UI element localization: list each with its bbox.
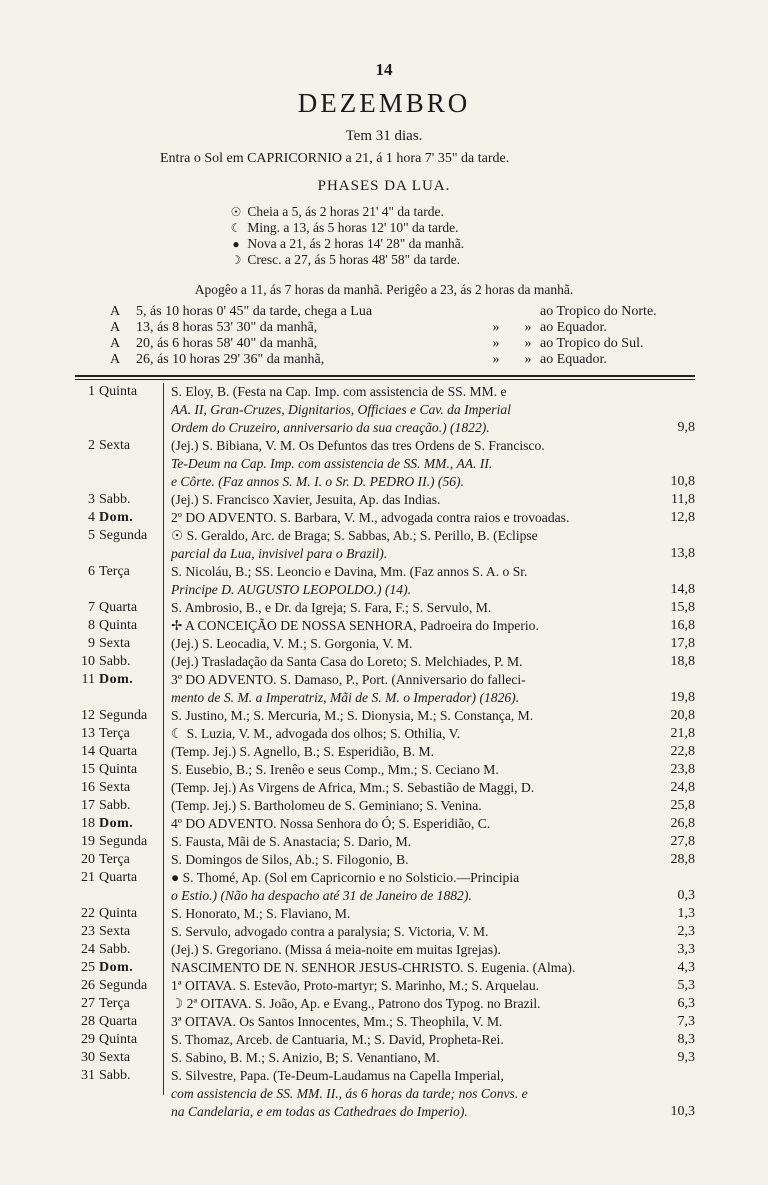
entry-line: S. Honorato, M.; S. Flaviano, M. xyxy=(171,906,351,921)
entry-line: (Jej.) S. Gregoriano. (Missa á meia-noite em muitas Igrejas). xyxy=(171,942,501,957)
weekday: Segunda xyxy=(99,978,148,993)
day-entry xyxy=(171,1013,649,1031)
moon-position-text: 26, ás 10 horas 29' 36" da manhã, xyxy=(136,352,325,367)
day-number: 6 xyxy=(88,564,95,579)
calendar-row xyxy=(75,707,695,725)
day-entry xyxy=(171,761,649,779)
new-moon-icon: ● xyxy=(232,237,240,251)
moon-position-row xyxy=(110,336,657,352)
moon-position-destination: ao Equador. xyxy=(540,352,607,367)
day-number: 5 xyxy=(88,528,95,543)
calendar-row xyxy=(75,437,695,491)
moon-phases xyxy=(228,204,464,268)
day-number: 27 xyxy=(81,996,95,1011)
moon-age: 25,8 xyxy=(670,798,695,813)
entry-line: na Candelaria, e em todas as Cathedraes do Imperio). xyxy=(171,1104,468,1119)
entry-line: mento de S. M. a Imperatriz, Mãi de S. M. o Imperador) (1826). xyxy=(171,690,520,705)
weekday: Sexta xyxy=(99,636,131,651)
phase-text: Cheia a 5, ás 2 horas 21' 4" da tarde. xyxy=(247,204,444,219)
entry-line: 2º DO ADVENTO. S. Barbara, V. M., advogada contra raios e trovoadas. xyxy=(171,510,570,525)
calendar-row xyxy=(75,1013,695,1031)
month-title: DEZEMBRO xyxy=(297,88,471,118)
entry-line: ☉ S. Geraldo, Arc. de Braga; S. Sabbas, Ab.; S. Perillo, B. (Eclipse xyxy=(171,528,538,543)
moon-age: 27,8 xyxy=(670,834,695,849)
day-entry xyxy=(171,1049,649,1067)
weekday: Sabb. xyxy=(99,942,131,957)
day-entry xyxy=(171,869,649,905)
calendar-row xyxy=(75,959,695,977)
day-number: 9 xyxy=(88,636,95,651)
day-number: 20 xyxy=(81,852,95,867)
weekday: Dom. xyxy=(99,510,134,525)
moon-age: 28,8 xyxy=(670,852,695,867)
moon-age: 12,8 xyxy=(670,510,695,525)
weekday: Dom. xyxy=(99,960,134,975)
day-number: 11 xyxy=(81,672,95,687)
calendar-row xyxy=(75,743,695,761)
calendar-row xyxy=(75,491,695,509)
moon-position-row xyxy=(110,304,657,320)
calendar-row xyxy=(75,797,695,815)
day-entry xyxy=(171,743,649,761)
weekday: Quarta xyxy=(99,870,138,885)
day-entry xyxy=(171,959,649,977)
day-entry xyxy=(171,977,649,995)
ditto-mark: » xyxy=(524,352,532,367)
calendar-table xyxy=(75,383,695,1121)
weekday: Quinta xyxy=(99,618,138,633)
entry-line: (Jej.) S. Bibiana, V. M. Os Defuntos das tres Ordens de S. Francisco. xyxy=(171,438,545,453)
entry-line: Te-Deum na Cap. Imp. com assistencia de SS. MM., AA. II. xyxy=(171,456,493,471)
day-number: 16 xyxy=(81,780,95,795)
weekday: Terça xyxy=(99,996,130,1011)
phases-heading: PHASES DA LUA. xyxy=(317,178,451,194)
moon-age: 11,8 xyxy=(671,492,695,507)
day-number: 8 xyxy=(88,618,95,633)
entry-line: S. Ambrosio, B., e Dr. da Igreja; S. Fara, F.; S. Servulo, M. xyxy=(171,600,492,615)
day-entry xyxy=(171,653,649,671)
moon-position-a: A xyxy=(110,352,121,367)
moon-age: 19,8 xyxy=(670,690,695,705)
top-rule-thin xyxy=(75,379,695,380)
moon-age: 9,3 xyxy=(677,1050,695,1065)
entry-line: S. Domingos de Silos, Ab.; S. Filogonio, B. xyxy=(171,852,409,867)
calendar-row xyxy=(75,527,695,563)
weekday: Quarta xyxy=(99,600,138,615)
moon-position-a: A xyxy=(110,336,121,351)
entry-line: S. Sabino, B. M.; S. Anizio, B; S. Venantiano, M. xyxy=(171,1050,440,1065)
ditto-mark: » xyxy=(492,352,500,367)
calendar-row xyxy=(75,653,695,671)
weekday: Quinta xyxy=(99,906,138,921)
day-number: 7 xyxy=(88,600,95,615)
moon-age: 7,3 xyxy=(677,1014,695,1029)
entry-line: 4º DO ADVENTO. Nossa Senhora do Ó; S. Esperidião, C. xyxy=(171,816,491,831)
weekday: Sabb. xyxy=(99,798,131,813)
moon-age: 17,8 xyxy=(670,636,695,651)
weekday: Quinta xyxy=(99,384,138,399)
weekday: Terça xyxy=(99,852,130,867)
calendar-row xyxy=(75,671,695,707)
last-quarter-icon: ☾ xyxy=(230,221,242,235)
day-entry xyxy=(171,725,649,743)
entry-line: 3ª OITAVA. Os Santos Innocentes, Mm.; S. Theophila, V. M. xyxy=(171,1014,503,1029)
calendar-row xyxy=(75,905,695,923)
moon-age: 4,3 xyxy=(677,960,695,975)
day-number: 12 xyxy=(81,708,95,723)
entry-line: S. Eloy, B. (Festa na Cap. Imp. com assistencia de SS. MM. e xyxy=(171,384,507,399)
day-entry xyxy=(171,779,649,797)
entry-line: S. Thomaz, Arceb. de Cantuaria, M.; S. David, Propheta-Rei. xyxy=(171,1032,504,1047)
entry-line: 3º DO ADVENTO. S. Damaso, P., Port. (Anniversario do falleci- xyxy=(171,672,526,687)
moon-age: 26,8 xyxy=(670,816,695,831)
moon-age: 2,3 xyxy=(677,924,695,939)
phase-text: Ming. a 13, ás 5 horas 12' 10" da tarde. xyxy=(247,220,459,235)
moon-age: 14,8 xyxy=(670,582,695,597)
calendar-row xyxy=(75,995,695,1013)
day-number: 17 xyxy=(81,798,95,813)
moon-position-a: A xyxy=(110,320,121,335)
day-entry xyxy=(171,599,649,617)
day-number: 4 xyxy=(88,510,95,525)
day-entry xyxy=(171,923,649,941)
entry-line: S. Eusebio, B.; S. Irenêo e seus Comp., Mm.; S. Ceciano M. xyxy=(171,762,499,777)
calendar-row xyxy=(75,977,695,995)
calendar-row xyxy=(75,941,695,959)
day-number: 25 xyxy=(81,960,95,975)
calendar-row xyxy=(75,833,695,851)
weekday: Terça xyxy=(99,726,130,741)
weekday: Sabb. xyxy=(99,492,131,507)
calendar-row xyxy=(75,635,695,653)
calendar-row xyxy=(75,761,695,779)
days-count: Tem 31 dias. xyxy=(345,128,423,144)
entry-line: (Jej.) S. Francisco Xavier, Jesuita, Ap. das Indias. xyxy=(171,492,441,507)
day-entry xyxy=(171,563,649,599)
moon-age: 24,8 xyxy=(670,780,695,795)
moon-age: 10,3 xyxy=(670,1104,695,1119)
weekday: Sexta xyxy=(99,924,131,939)
day-entry xyxy=(171,1067,649,1121)
calendar-row xyxy=(75,509,695,527)
moon-age: 6,3 xyxy=(677,996,695,1011)
entry-line: (Temp. Jej.) As Virgens de Africa, Mm.; S. Sebastião de Maggi, D. xyxy=(171,780,535,795)
entry-line: (Temp. Jej.) S. Bartholomeu de S. Geminiano; S. Venina. xyxy=(171,798,482,813)
entry-line: S. Justino, M.; S. Mercuria, M.; S. Dionysia, M.; S. Constança, M. xyxy=(171,708,534,723)
entry-line: (Jej.) Trasladação da Santa Casa do Loreto; S. Melchiades, P. M. xyxy=(171,654,523,669)
weekday: Quinta xyxy=(99,762,138,777)
day-number: 31 xyxy=(81,1068,95,1083)
moon-position-destination: ao Equador. xyxy=(540,320,607,335)
ditto-mark: » xyxy=(492,320,500,335)
day-number: 15 xyxy=(81,762,95,777)
full-moon-icon: ☉ xyxy=(230,205,242,219)
moon-age: 21,8 xyxy=(670,726,695,741)
moon-position-text: 20, ás 6 horas 58' 40" da manhã, xyxy=(136,336,318,351)
calendar-row xyxy=(75,1067,695,1121)
weekday: Segunda xyxy=(99,528,148,543)
weekday: Quarta xyxy=(99,744,138,759)
entry-line: S. Fausta, Mãi de S. Anastacia; S. Dario, M. xyxy=(171,834,412,849)
day-entry xyxy=(171,527,649,563)
moon-age: 8,3 xyxy=(677,1032,695,1047)
entry-line: Principe D. AUGUSTO LEOPOLDO.) (14). xyxy=(171,582,412,597)
moon-age: 5,3 xyxy=(677,978,695,993)
day-number: 2 xyxy=(88,438,95,453)
page-number: 14 xyxy=(375,60,393,79)
moon-age: 23,8 xyxy=(670,762,695,777)
day-entry xyxy=(171,383,649,437)
moon-age: 20,8 xyxy=(670,708,695,723)
weekday: Terça xyxy=(99,564,130,579)
day-number: 13 xyxy=(81,726,95,741)
moon-position-text: 13, ás 8 horas 53' 30" da manhã, xyxy=(136,320,318,335)
entry-line: ● S. Thomé, Ap. (Sol em Capricornio e no Solsticio.—Principia xyxy=(171,870,520,885)
moon-position-a: A xyxy=(110,304,121,319)
day-number: 21 xyxy=(81,870,95,885)
calendar-row xyxy=(75,779,695,797)
calendar-row xyxy=(75,1031,695,1049)
day-entry xyxy=(171,617,649,635)
entry-line: com assistencia de SS. MM. II., ás 6 horas da tarde; nos Convs. e xyxy=(171,1086,528,1101)
day-number: 24 xyxy=(81,942,95,957)
weekday: Sexta xyxy=(99,1050,131,1065)
calendar-row xyxy=(75,599,695,617)
day-entry xyxy=(171,833,649,851)
entry-line: o Estio.) (Não ha despacho até 31 de Janeiro de 1882). xyxy=(171,888,472,903)
entry-line: e Côrte. (Faz annos S. M. I. o Sr. D. PEDRO II.) (56). xyxy=(171,474,464,489)
top-rule xyxy=(75,375,695,377)
weekday: Sabb. xyxy=(99,1068,131,1083)
day-number: 10 xyxy=(81,654,95,669)
phase-text: Cresc. a 27, ás 5 horas 48' 58" da tarde. xyxy=(247,252,461,267)
day-entry xyxy=(171,437,649,491)
moon-age: 9,8 xyxy=(677,420,695,435)
calendar-row xyxy=(75,383,695,437)
moon-age: 22,8 xyxy=(670,744,695,759)
moon-position-text: 5, ás 10 horas 0' 45" da tarde, chega a Lua xyxy=(136,304,373,319)
entry-line: S. Nicoláu, B.; SS. Leoncio e Davina, Mm. (Faz annos S. A. o Sr. xyxy=(171,564,528,579)
day-entry xyxy=(171,635,649,653)
ditto-mark: » xyxy=(524,320,532,335)
entry-line: ✢ A CONCEIÇÃO DE NOSSA SENHORA, Padroeira do Imperio. xyxy=(171,618,539,633)
calendar-row xyxy=(75,725,695,743)
sun-entry: Entra o Sol em CAPRICORNIO a 21, á 1 hora 7' 35" da tarde. xyxy=(160,151,510,166)
moon-position-row xyxy=(110,352,657,368)
day-number: 30 xyxy=(81,1050,95,1065)
day-number: 23 xyxy=(81,924,95,939)
weekday: Sabb. xyxy=(99,654,131,669)
day-number: 1 xyxy=(88,384,95,399)
entry-line: AA. II, Gran-Cruzes, Dignitarios, Officiaes e Cav. da Imperial xyxy=(171,402,511,417)
calendar-row xyxy=(75,923,695,941)
day-entry xyxy=(171,905,649,923)
day-number: 28 xyxy=(81,1014,95,1029)
calendar-row xyxy=(75,563,695,599)
phase-row xyxy=(228,204,464,220)
calendar-row xyxy=(75,869,695,905)
moon-age: 0,3 xyxy=(677,888,695,903)
day-entry xyxy=(171,509,649,527)
phase-row xyxy=(228,236,464,252)
day-entry xyxy=(171,941,649,959)
weekday: Quinta xyxy=(99,1032,138,1047)
day-entry xyxy=(171,797,649,815)
moon-age: 13,8 xyxy=(670,546,695,561)
moon-age: 18,8 xyxy=(670,654,695,669)
day-number: 14 xyxy=(81,744,95,759)
day-number: 26 xyxy=(81,978,95,993)
day-entry xyxy=(171,671,649,707)
day-entry xyxy=(171,707,649,725)
day-number: 18 xyxy=(81,816,95,831)
weekday: Segunda xyxy=(99,708,148,723)
day-entry xyxy=(171,491,649,509)
entry-line: parcial da Lua, invisivel para o Brazil). xyxy=(171,546,388,561)
entry-line: ☽ 2ª OITAVA. S. João, Ap. e Evang., Patrono dos Typog. no Brazil. xyxy=(171,996,541,1011)
moon-positions xyxy=(110,304,657,368)
entry-line: (Temp. Jej.) S. Agnello, B.; S. Esperidião, B. M. xyxy=(171,744,434,759)
moon-age: 16,8 xyxy=(670,618,695,633)
moon-age: 15,8 xyxy=(670,600,695,615)
calendar-row xyxy=(75,1049,695,1067)
ditto-mark: » xyxy=(492,336,500,351)
moon-position-destination: ao Tropico do Norte. xyxy=(540,304,657,319)
entry-line: NASCIMENTO DE N. SENHOR JESUS-CHRISTO. S. Eugenia. (Alma). xyxy=(171,960,576,975)
entry-line: (Jej.) S. Leocadia, V. M.; S. Gorgonia, V. M. xyxy=(171,636,413,651)
first-quarter-icon: ☽ xyxy=(230,253,242,267)
weekday: Segunda xyxy=(99,834,148,849)
entry-line: Ordem do Cruzeiro, anniversario da sua creação.) (1822). xyxy=(171,420,490,435)
moon-age: 1,3 xyxy=(677,906,695,921)
moon-position-row xyxy=(110,320,657,336)
ditto-mark: » xyxy=(524,336,532,351)
phase-row xyxy=(228,252,464,268)
entry-line: 1ª OITAVA. S. Estevão, Proto-martyr; S. Marinho, M.; S. Arquelau. xyxy=(171,978,540,993)
calendar-row xyxy=(75,851,695,869)
day-entry xyxy=(171,1031,649,1049)
weekday: Dom. xyxy=(99,672,134,687)
calendar-row xyxy=(75,815,695,833)
day-entry xyxy=(171,851,649,869)
phase-row xyxy=(228,220,464,236)
moon-age: 3,3 xyxy=(677,942,695,957)
moon-position-destination: ao Tropico do Sul. xyxy=(540,336,644,351)
weekday: Sexta xyxy=(99,438,131,453)
day-entry xyxy=(171,815,649,833)
weekday: Quarta xyxy=(99,1014,138,1029)
day-number: 22 xyxy=(81,906,95,921)
calendar-row xyxy=(75,617,695,635)
moon-age: 10,8 xyxy=(670,474,695,489)
apogee-perigee: Apogêo a 11, ás 7 horas da manhã. Perigêo a 23, ás 2 horas da manhã. xyxy=(194,282,574,297)
day-number: 29 xyxy=(81,1032,95,1047)
weekday: Sexta xyxy=(99,780,131,795)
weekday: Dom. xyxy=(99,816,134,831)
entry-line: ☾ S. Luzia, V. M., advogada dos olhos; S. Othilia, V. xyxy=(171,726,461,741)
phase-text: Nova a 21, ás 2 horas 14' 28" da manhã. xyxy=(247,236,465,251)
entry-line: S. Silvestre, Papa. (Te-Deum-Laudamus na Capella Imperial, xyxy=(171,1068,504,1083)
day-number: 19 xyxy=(81,834,95,849)
entry-line: S. Servulo, advogado contra a paralysia; S. Victoria, V. M. xyxy=(171,924,489,939)
day-number: 3 xyxy=(88,492,95,507)
day-entry xyxy=(171,995,649,1013)
